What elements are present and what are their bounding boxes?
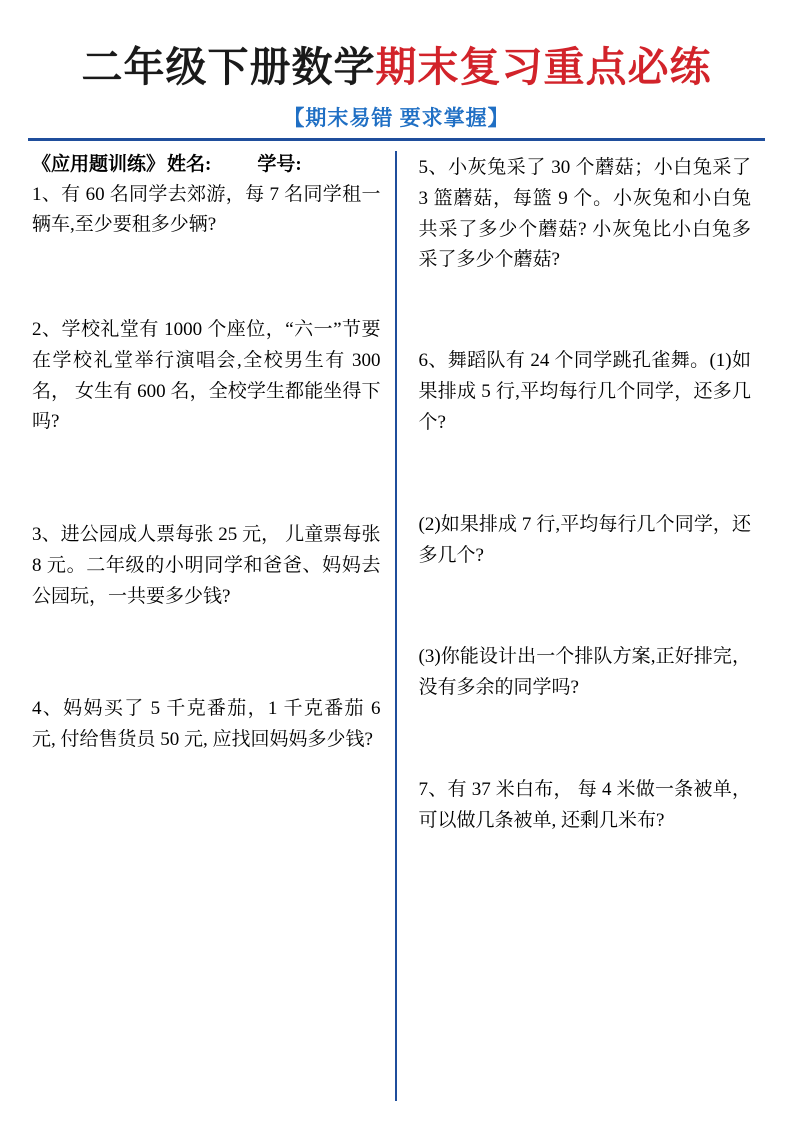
question-2: 2、学校礼堂有 1000 个座位，“六一”节要在学校礼堂举行演唱会,全校男生有 300 名， 女生有 600 名，全校学生都能坐得下吗? xyxy=(32,319,381,433)
answer-space-2 xyxy=(32,438,381,520)
question-1: 1、有 60 名同学去郊游，每 7 名同学租一辆车,至少要租多少辆? xyxy=(32,183,381,236)
title-black-part: 二年级下册数学 xyxy=(81,44,376,90)
answer-space-1 xyxy=(32,241,381,315)
question-5: 5、小灰兔采了 30 个蘑菇；小白兔采了 3 篮蘑菇，每篮 9 个。小灰兔和小白兔共采了多少个蘑菇? 小灰兔比小白兔多采了多少个蘑菇? xyxy=(418,157,751,271)
question-4: 4、妈妈买了 5 千克番茄，1 千克番茄 6 元, 付给售货员 50 元, 应找回妈妈多少钱? xyxy=(32,698,381,751)
left-column xyxy=(28,151,397,1101)
section-title: 《应用题训练》 xyxy=(32,154,166,175)
answer-space-6a xyxy=(419,438,752,510)
right-column xyxy=(397,151,766,1101)
section-heading xyxy=(32,151,381,180)
question-6: 6、舞蹈队有 24 个同学跳孔雀舞。(1)如果排成 5 行,平均每行几个同学，还多几个? xyxy=(418,350,751,433)
title-red-part: 期末复习重点必练 xyxy=(375,44,712,90)
content-columns xyxy=(28,151,765,1101)
question-6-part3: (3)你能设计出一个排队方案,正好排完，没有多余的同学吗? xyxy=(418,645,751,698)
answer-space-5 xyxy=(419,276,752,346)
header-divider xyxy=(28,138,765,141)
page-subtitle: 【期末易错 要求掌握】 xyxy=(283,106,510,130)
answer-space-6c xyxy=(419,703,752,775)
page-title xyxy=(28,0,765,93)
question-7: 7、有 37 米白布， 每 4 米做一条被单， 可以做几条被单, 还剩几米布? xyxy=(418,779,751,832)
question-3: 3、进公园成人票每张 25 元， 儿童票每张 8 元。二年级的小明同学和爸爸、妈妈去公园玩，一共要多少钱? xyxy=(32,524,381,607)
student-id-label: 学号: xyxy=(257,154,302,175)
answer-space-6b xyxy=(419,572,752,642)
name-label: 姓名: xyxy=(167,154,212,175)
question-6-part2: (2)如果排成 7 行,平均每行几个同学，还多几个? xyxy=(418,514,751,567)
answer-space-3 xyxy=(32,612,381,694)
